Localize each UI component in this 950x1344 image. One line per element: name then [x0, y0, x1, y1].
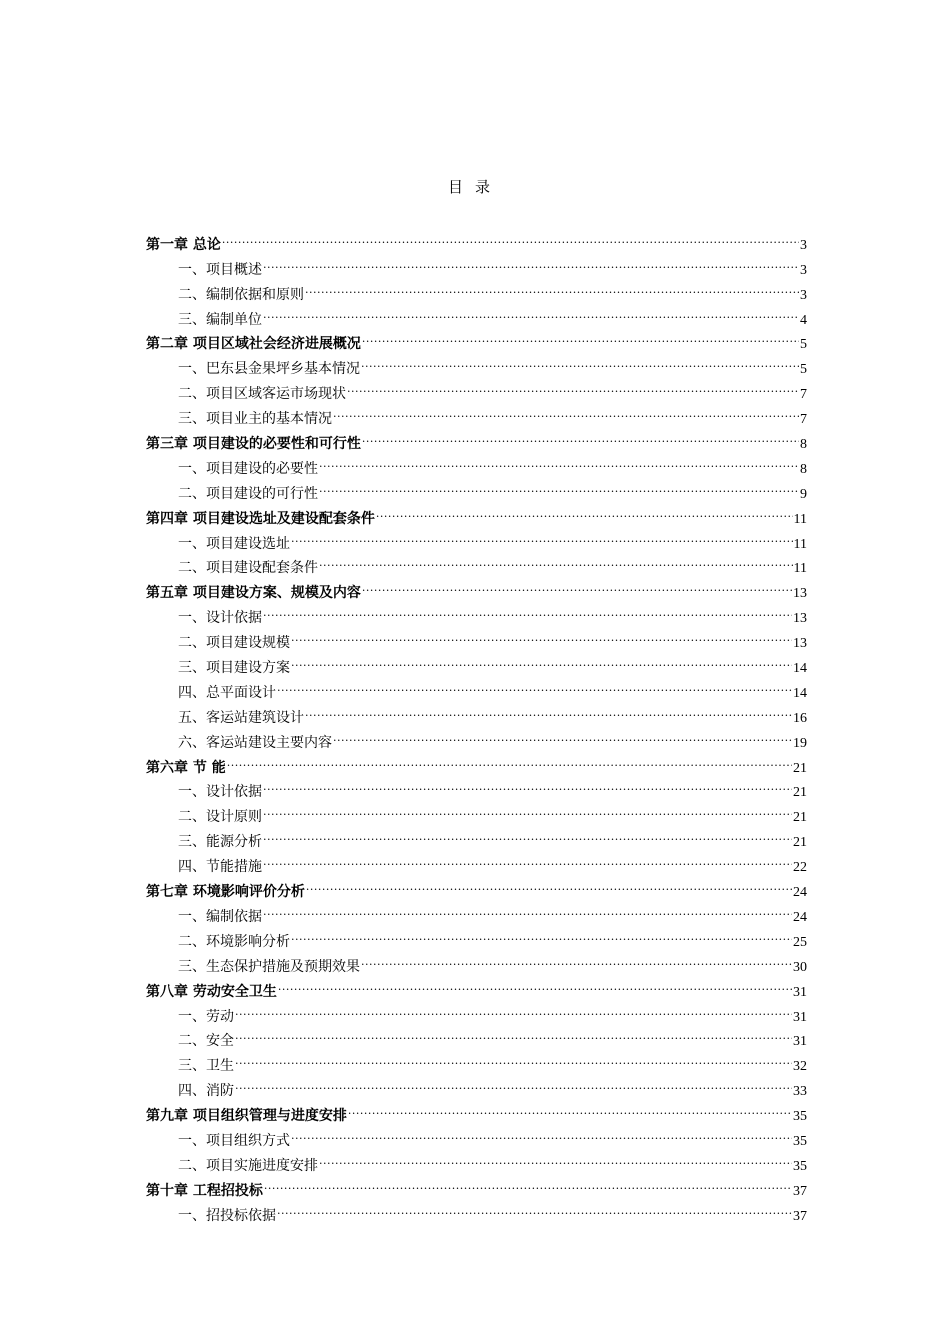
toc-page-number: 21: [793, 760, 807, 776]
toc-dot-leader: [263, 821, 792, 846]
toc-dot-leader: [362, 324, 799, 349]
toc-entry-label: 二、项目建设规模: [178, 635, 290, 652]
toc-entry-label: 第八章 劳动安全卫生: [146, 983, 277, 1000]
toc-entry-label: 一、劳动: [178, 1008, 234, 1025]
toc-page-number: 8: [800, 437, 807, 453]
toc-entry-label: 四、节能措施: [178, 859, 262, 876]
toc-section-entry[interactable]: [146, 1045, 807, 1075]
toc-entry-label: 一、项目组织方式: [178, 1132, 290, 1149]
toc-section-entry[interactable]: [146, 996, 807, 1025]
toc-page-number: 11: [793, 561, 807, 577]
toc-page-number: 7: [800, 387, 807, 403]
toc-page-number: 37: [793, 1208, 807, 1224]
toc-entry-label: 二、设计原则: [178, 809, 262, 826]
toc-dot-leader: [277, 672, 792, 697]
toc-page-number: 24: [793, 885, 807, 901]
toc-entry-label: 一、巴东县金果坪乡基本情况: [178, 361, 360, 378]
toc-chapter-entry[interactable]: [146, 1095, 807, 1125]
toc-page-number: 30: [793, 959, 807, 975]
toc-dot-leader: [263, 896, 792, 921]
toc-entry-label: 五、客运站建筑设计: [178, 709, 304, 726]
toc-entry-label: 一、项目建设选址: [178, 535, 290, 552]
toc-dot-leader: [319, 473, 799, 498]
toc-dot-leader: [319, 1145, 792, 1170]
toc-page-number: 19: [793, 735, 807, 751]
toc-dot-leader: [348, 1095, 792, 1120]
toc-page-number: 31: [793, 984, 807, 1000]
toc-page-number: 13: [793, 611, 807, 627]
toc-page-number: 8: [800, 461, 807, 477]
toc-page-number: 21: [793, 835, 807, 851]
toc-dot-leader: [278, 971, 792, 996]
toc-dot-leader: [235, 1021, 792, 1046]
toc-entry-label: 一、设计依据: [178, 610, 262, 627]
toc-entry-label: 二、项目建设的可行性: [178, 485, 318, 502]
toc-entry-label: 第五章 项目建设方案、规模及内容: [146, 585, 361, 602]
toc-entry-label: 第六章 节 能: [146, 759, 226, 776]
toc-page-number: 22: [793, 860, 807, 876]
toc-dot-leader: [263, 597, 792, 622]
toc-dot-leader: [362, 572, 792, 597]
toc-section-entry[interactable]: [146, 249, 807, 278]
toc-dot-leader: [263, 796, 792, 821]
toc-entry-label: 三、卫生: [178, 1058, 234, 1075]
toc-dot-leader: [263, 249, 799, 274]
toc-entry-label: 二、编制依据和原则: [178, 286, 304, 303]
toc-page-number: 11: [793, 536, 807, 552]
toc-dot-leader: [362, 423, 799, 448]
toc-section-entry[interactable]: [146, 1021, 807, 1050]
toc-section-entry[interactable]: [146, 772, 807, 801]
toc-dot-leader: [291, 1120, 792, 1145]
toc-page-number: 7: [800, 412, 807, 428]
toc-dot-leader: [347, 373, 799, 398]
toc-entry-label: 二、项目区域客运市场现状: [178, 386, 346, 403]
toc-dot-leader: [333, 722, 792, 747]
toc-page-number: 16: [793, 710, 807, 726]
toc-page-number: 35: [793, 1133, 807, 1149]
toc-page-number: 31: [793, 1034, 807, 1050]
toc-page-number: 21: [793, 810, 807, 826]
toc-page-number: 21: [793, 785, 807, 801]
toc-dot-leader: [291, 622, 792, 647]
toc-entry-label: 一、编制依据: [178, 908, 262, 925]
toc-chapter-entry[interactable]: [146, 224, 807, 253]
toc-entry-label: 三、编制单位: [178, 311, 262, 328]
toc-dot-leader: [319, 548, 793, 573]
toc-page-number: 14: [793, 685, 807, 701]
toc-dot-leader: [291, 647, 792, 672]
toc-page-number: 3: [800, 287, 807, 303]
toc-entry-label: 一、项目建设的必要性: [178, 460, 318, 477]
toc-entry-label: 第四章 项目建设选址及建设配套条件: [146, 510, 375, 527]
toc-page-number: 35: [793, 1109, 807, 1125]
toc-dot-leader: [319, 448, 799, 473]
toc-dot-leader: [291, 523, 793, 548]
toc-entry-label: 一、设计依据: [178, 784, 262, 801]
toc-entry-label: 第三章 项目建设的必要性和可行性: [146, 436, 361, 453]
toc-entry-label: 三、项目建设方案: [178, 660, 290, 677]
toc-section-entry[interactable]: [146, 1070, 807, 1100]
toc-dot-leader: [227, 747, 792, 772]
toc-dot-leader: [333, 398, 799, 423]
toc-dot-leader: [305, 274, 799, 299]
toc-entry-label: 二、项目实施进度安排: [178, 1157, 318, 1174]
toc-entry-label: 四、总平面设计: [178, 684, 276, 701]
toc-title: 目录: [447, 178, 502, 196]
toc-chapter-entry[interactable]: [146, 747, 807, 776]
toc-entry-label: 第一章 总论: [146, 236, 221, 253]
toc-page-number: 13: [793, 636, 807, 652]
toc-page-number: 3: [800, 237, 807, 253]
toc-entry-label: 第十章 工程招投标: [146, 1182, 263, 1199]
toc-page-number: 5: [800, 362, 807, 378]
toc-page-number: 5: [800, 337, 807, 353]
toc-dot-leader: [376, 498, 793, 523]
toc-page-number: 31: [793, 1009, 807, 1025]
toc-page-number: 9: [800, 486, 807, 502]
toc-entry-label: 一、项目概述: [178, 261, 262, 278]
toc-entry-label: 四、消防: [178, 1083, 234, 1100]
toc-page-number: 13: [793, 586, 807, 602]
toc-dot-leader: [361, 946, 792, 971]
toc-entry-label: 六、客运站建设主要内容: [178, 734, 332, 751]
toc-page-number: 37: [793, 1183, 807, 1199]
toc-entry-label: 一、招投标依据: [178, 1207, 276, 1224]
toc-dot-leader: [235, 1070, 792, 1095]
toc-entry-label: 三、生态保护措施及预期效果: [178, 958, 360, 975]
table-of-contents: [146, 224, 807, 1224]
toc-dot-leader: [264, 1170, 792, 1195]
toc-entry-label: 第二章 项目区域社会经济进展概况: [146, 336, 361, 353]
toc-entry-label: 第九章 项目组织管理与进度安排: [146, 1108, 347, 1125]
toc-page-number: 14: [793, 661, 807, 677]
toc-dot-leader: [277, 1195, 792, 1220]
toc-page-number: 3: [800, 262, 807, 278]
toc-entry-label: 三、能源分析: [178, 834, 262, 851]
toc-dot-leader: [235, 996, 792, 1021]
toc-page-number: 24: [793, 909, 807, 925]
toc-dot-leader: [291, 921, 792, 946]
toc-entry-label: 第七章 环境影响评价分析: [146, 884, 305, 901]
toc-dot-leader: [263, 299, 799, 324]
toc-page-number: 35: [793, 1158, 807, 1174]
toc-dot-leader: [263, 846, 792, 871]
toc-dot-leader: [361, 348, 799, 373]
toc-dot-leader: [235, 1045, 792, 1070]
toc-dot-leader: [222, 224, 799, 249]
toc-entry-label: 二、安全: [178, 1033, 234, 1050]
toc-page-number: 33: [793, 1084, 807, 1100]
toc-page-number: 11: [793, 511, 807, 527]
toc-entry-label: 二、项目建设配套条件: [178, 560, 318, 577]
toc-entry-label: 二、环境影响分析: [178, 933, 290, 950]
toc-page-number: 4: [800, 312, 807, 328]
toc-entry-label: 三、项目业主的基本情况: [178, 411, 332, 428]
toc-dot-leader: [305, 697, 792, 722]
toc-dot-leader: [263, 772, 792, 797]
toc-page-number: 32: [793, 1059, 807, 1075]
toc-dot-leader: [306, 871, 792, 896]
toc-page-number: 25: [793, 934, 807, 950]
